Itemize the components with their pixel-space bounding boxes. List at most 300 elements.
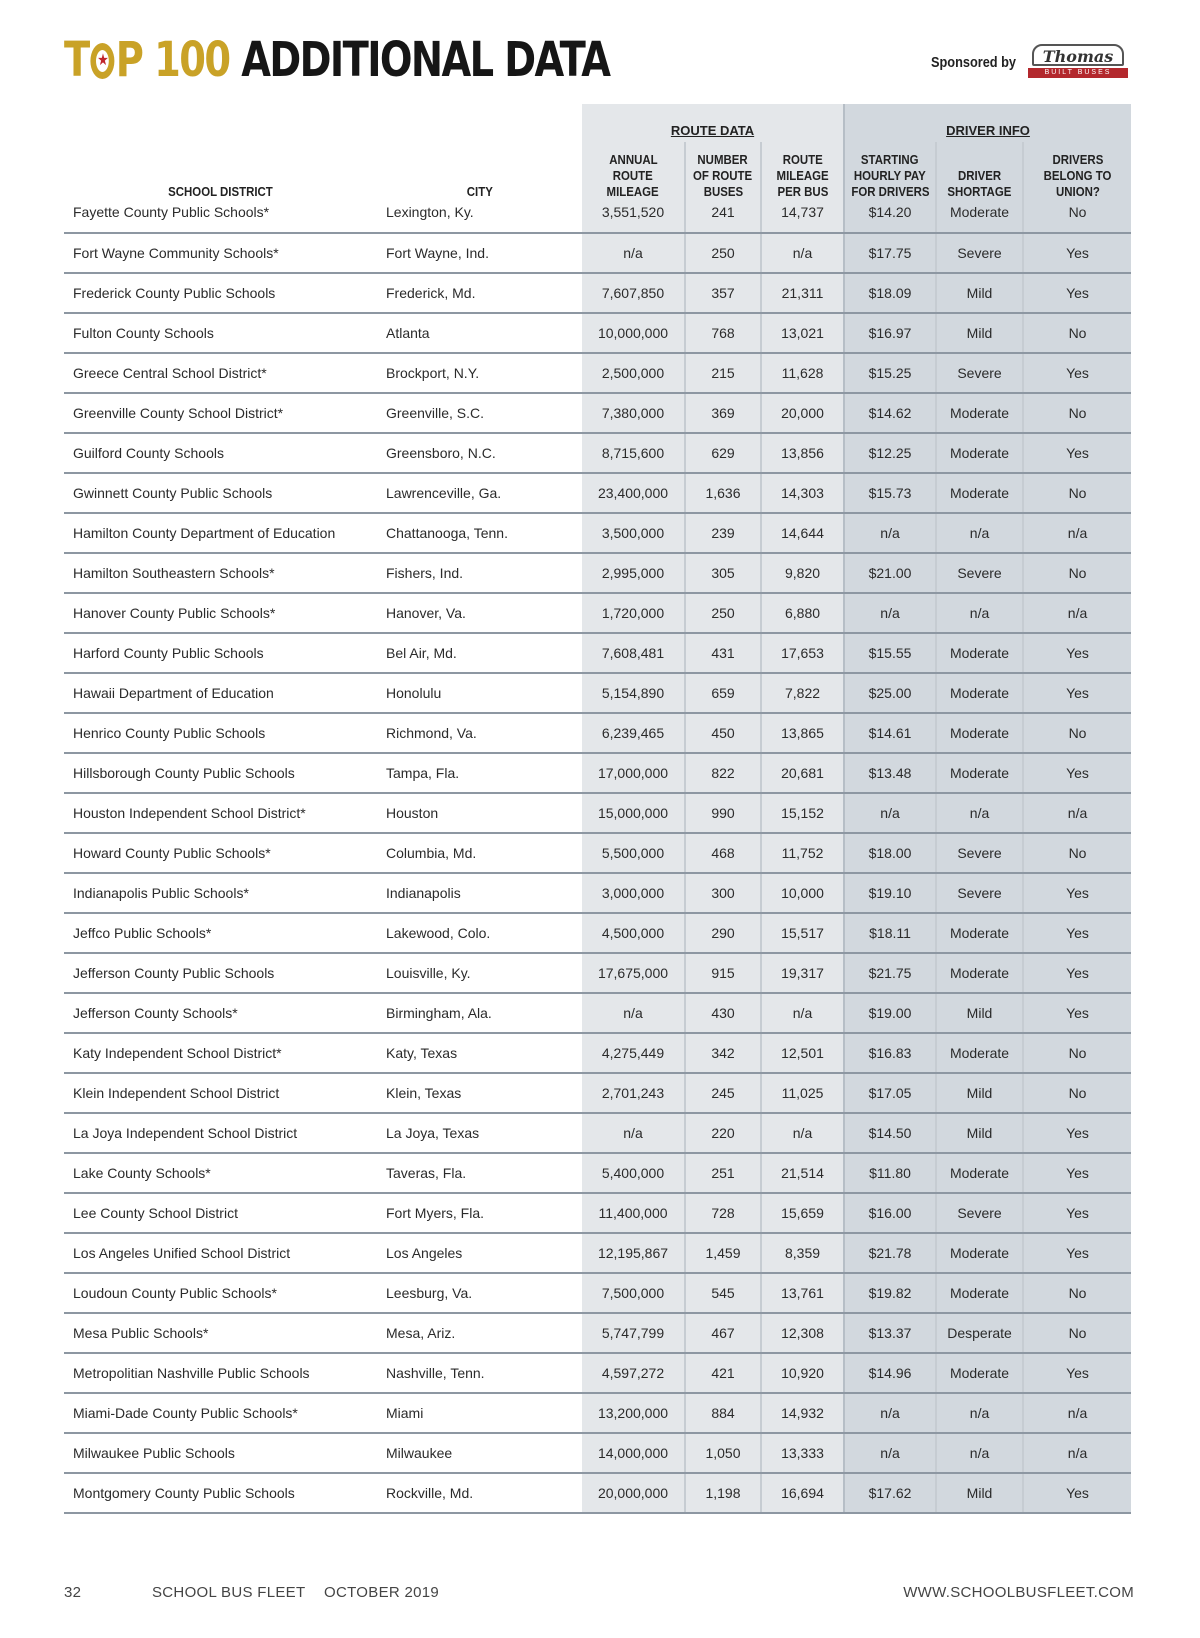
- cell-city: Lawrenceville, Ga.: [377, 473, 582, 513]
- cell-union: Yes: [1023, 1113, 1131, 1153]
- cell-union: Yes: [1023, 753, 1131, 793]
- logo-tagline: BUILT BUSES: [1028, 68, 1128, 78]
- cell-route-buses: 468: [685, 833, 761, 873]
- cell-city: Los Angeles: [377, 1233, 582, 1273]
- cell-annual-mileage: 5,500,000: [582, 833, 685, 873]
- table-row: [64, 1473, 1131, 1513]
- cell-hourly-pay: $16.00: [844, 1193, 936, 1233]
- page-header: [64, 32, 1134, 92]
- issue-date: OCTOBER 2019: [324, 1584, 440, 1601]
- cell-route-buses: 990: [685, 793, 761, 833]
- cell-hourly-pay: $15.73: [844, 473, 936, 513]
- table-row: [64, 913, 1131, 953]
- cell-union: No: [1023, 1273, 1131, 1313]
- page-number: 32: [64, 1584, 82, 1601]
- cell-hourly-pay: $19.00: [844, 993, 936, 1033]
- table-row: [64, 1153, 1131, 1193]
- group-driver-info: DRIVER INFO: [844, 104, 1131, 142]
- cell-school-district: Greenville County School District*: [64, 393, 377, 433]
- cell-union: No: [1023, 1313, 1131, 1353]
- table-row: [64, 753, 1131, 793]
- table-row: [64, 593, 1131, 633]
- website-url: WWW.SCHOOLBUSFLEET.COM: [903, 1584, 1134, 1601]
- cell-school-district: Mesa Public Schools*: [64, 1313, 377, 1353]
- cell-union: Yes: [1023, 873, 1131, 913]
- table-row: [64, 513, 1131, 553]
- table-row: [64, 833, 1131, 873]
- table-row: [64, 313, 1131, 353]
- cell-city: Taveras, Fla.: [377, 1153, 582, 1193]
- cell-annual-mileage: 7,607,850: [582, 273, 685, 313]
- cell-city: Fort Myers, Fla.: [377, 1193, 582, 1233]
- cell-city: Leesburg, Va.: [377, 1273, 582, 1313]
- cell-annual-mileage: 1,720,000: [582, 593, 685, 633]
- cell-mileage-per-bus: 21,311: [761, 273, 844, 313]
- cell-route-buses: 215: [685, 353, 761, 393]
- cell-union: Yes: [1023, 1193, 1131, 1233]
- cell-union: Yes: [1023, 1153, 1131, 1193]
- cell-school-district: Los Angeles Unified School District: [64, 1233, 377, 1273]
- cell-school-district: Frederick County Public Schools: [64, 273, 377, 313]
- table-row: [64, 633, 1131, 673]
- star-o-icon: ★: [90, 43, 114, 79]
- cell-annual-mileage: n/a: [582, 1113, 685, 1153]
- cell-route-buses: 545: [685, 1273, 761, 1313]
- cell-city: Honolulu: [377, 673, 582, 713]
- page-title: [64, 32, 609, 88]
- cell-union: Yes: [1023, 1233, 1131, 1273]
- cell-city: Bel Air, Md.: [377, 633, 582, 673]
- table-row: [64, 202, 1131, 233]
- cell-union: Yes: [1023, 913, 1131, 953]
- cell-route-buses: 369: [685, 393, 761, 433]
- table-row: [64, 1233, 1131, 1273]
- thomas-logo-icon: [1024, 44, 1134, 80]
- cell-annual-mileage: 10,000,000: [582, 313, 685, 353]
- cell-route-buses: 239: [685, 513, 761, 553]
- cell-driver-shortage: Mild: [936, 313, 1023, 353]
- cell-annual-mileage: 7,608,481: [582, 633, 685, 673]
- cell-hourly-pay: $13.37: [844, 1313, 936, 1353]
- cell-hourly-pay: n/a: [844, 513, 936, 553]
- cell-union: n/a: [1023, 1393, 1131, 1433]
- table-row: [64, 1433, 1131, 1473]
- cell-annual-mileage: 5,747,799: [582, 1313, 685, 1353]
- cell-union: Yes: [1023, 1353, 1131, 1393]
- cell-route-buses: 1,198: [685, 1473, 761, 1513]
- cell-annual-mileage: 3,500,000: [582, 513, 685, 553]
- cell-route-buses: 1,636: [685, 473, 761, 513]
- cell-union: No: [1023, 393, 1131, 433]
- cell-city: Milwaukee: [377, 1433, 582, 1473]
- cell-hourly-pay: $15.25: [844, 353, 936, 393]
- cell-annual-mileage: 6,239,465: [582, 713, 685, 753]
- cell-route-buses: 768: [685, 313, 761, 353]
- cell-annual-mileage: 2,500,000: [582, 353, 685, 393]
- cell-union: No: [1023, 473, 1131, 513]
- cell-mileage-per-bus: 8,359: [761, 1233, 844, 1273]
- cell-route-buses: 300: [685, 873, 761, 913]
- cell-union: No: [1023, 313, 1131, 353]
- cell-driver-shortage: Mild: [936, 1073, 1023, 1113]
- col-drivers-union: DRIVERS BELONG TO UNION?: [1023, 142, 1131, 202]
- cell-route-buses: 241: [685, 202, 761, 233]
- cell-route-buses: 629: [685, 433, 761, 473]
- cell-hourly-pay: $16.97: [844, 313, 936, 353]
- cell-school-district: Klein Independent School District: [64, 1073, 377, 1113]
- cell-annual-mileage: 12,195,867: [582, 1233, 685, 1273]
- col-city: CITY: [466, 184, 493, 199]
- cell-school-district: Gwinnett County Public Schools: [64, 473, 377, 513]
- sponsor-text: Sponsored by: [930, 53, 1016, 71]
- cell-mileage-per-bus: 14,303: [761, 473, 844, 513]
- cell-school-district: Fulton County Schools: [64, 313, 377, 353]
- cell-driver-shortage: Moderate: [936, 1273, 1023, 1313]
- cell-school-district: Greece Central School District*: [64, 353, 377, 393]
- cell-mileage-per-bus: 11,628: [761, 353, 844, 393]
- cell-hourly-pay: $12.25: [844, 433, 936, 473]
- table-row: [64, 873, 1131, 913]
- publication-name: SCHOOL BUS FLEET: [152, 1584, 306, 1601]
- cell-city: Greensboro, N.C.: [377, 433, 582, 473]
- cell-hourly-pay: $19.10: [844, 873, 936, 913]
- cell-annual-mileage: 23,400,000: [582, 473, 685, 513]
- cell-hourly-pay: $21.78: [844, 1233, 936, 1273]
- cell-annual-mileage: n/a: [582, 993, 685, 1033]
- cell-city: Frederick, Md.: [377, 273, 582, 313]
- cell-driver-shortage: Mild: [936, 1113, 1023, 1153]
- cell-driver-shortage: Desperate: [936, 1313, 1023, 1353]
- cell-hourly-pay: $11.80: [844, 1153, 936, 1193]
- cell-hourly-pay: $14.50: [844, 1113, 936, 1153]
- cell-union: Yes: [1023, 353, 1131, 393]
- cell-union: No: [1023, 833, 1131, 873]
- cell-driver-shortage: Mild: [936, 1473, 1023, 1513]
- cell-school-district: Jefferson County Public Schools: [64, 953, 377, 993]
- cell-city: La Joya, Texas: [377, 1113, 582, 1153]
- cell-driver-shortage: Moderate: [936, 633, 1023, 673]
- col-starting-hourly-pay: STARTING HOURLY PAY FOR DRIVERS: [844, 142, 936, 202]
- cell-annual-mileage: 13,200,000: [582, 1393, 685, 1433]
- cell-annual-mileage: 3,551,520: [582, 202, 685, 233]
- cell-hourly-pay: $21.75: [844, 953, 936, 993]
- cell-driver-shortage: Moderate: [936, 753, 1023, 793]
- cell-hourly-pay: $17.62: [844, 1473, 936, 1513]
- cell-school-district: Jeffco Public Schools*: [64, 913, 377, 953]
- cell-driver-shortage: n/a: [936, 513, 1023, 553]
- table-row: [64, 1273, 1131, 1313]
- cell-annual-mileage: 7,380,000: [582, 393, 685, 433]
- cell-school-district: Hamilton Southeastern Schools*: [64, 553, 377, 593]
- table-row: [64, 553, 1131, 593]
- cell-driver-shortage: Moderate: [936, 673, 1023, 713]
- cell-route-buses: 1,050: [685, 1433, 761, 1473]
- cell-hourly-pay: $18.00: [844, 833, 936, 873]
- cell-annual-mileage: 11,400,000: [582, 1193, 685, 1233]
- table-row: [64, 273, 1131, 313]
- col-number-of-route-buses: NUMBER OF ROUTE BUSES: [685, 142, 761, 202]
- table-row: [64, 1193, 1131, 1233]
- cell-mileage-per-bus: 14,932: [761, 1393, 844, 1433]
- cell-mileage-per-bus: 21,514: [761, 1153, 844, 1193]
- cell-city: Fishers, Ind.: [377, 553, 582, 593]
- cell-school-district: Houston Independent School District*: [64, 793, 377, 833]
- cell-school-district: Metropolitian Nashville Public Schools: [64, 1353, 377, 1393]
- cell-city: Louisville, Ky.: [377, 953, 582, 993]
- cell-annual-mileage: 4,500,000: [582, 913, 685, 953]
- cell-city: Indianapolis: [377, 873, 582, 913]
- cell-hourly-pay: $14.20: [844, 202, 936, 233]
- cell-school-district: Miami-Dade County Public Schools*: [64, 1393, 377, 1433]
- cell-route-buses: 1,459: [685, 1233, 761, 1273]
- cell-hourly-pay: $18.11: [844, 913, 936, 953]
- cell-union: n/a: [1023, 1433, 1131, 1473]
- title-letter-t: T: [64, 32, 89, 88]
- cell-driver-shortage: Severe: [936, 233, 1023, 273]
- cell-school-district: Indianapolis Public Schools*: [64, 873, 377, 913]
- cell-school-district: Harford County Public Schools: [64, 633, 377, 673]
- table-row: [64, 1313, 1131, 1353]
- cell-city: Tampa, Fla.: [377, 753, 582, 793]
- cell-city: Brockport, N.Y.: [377, 353, 582, 393]
- cell-hourly-pay: $17.75: [844, 233, 936, 273]
- cell-mileage-per-bus: 16,694: [761, 1473, 844, 1513]
- cell-driver-shortage: Moderate: [936, 1033, 1023, 1073]
- cell-mileage-per-bus: 13,021: [761, 313, 844, 353]
- col-school-district: SCHOOL DISTRICT: [168, 184, 273, 199]
- cell-mileage-per-bus: 15,152: [761, 793, 844, 833]
- cell-driver-shortage: Moderate: [936, 1353, 1023, 1393]
- cell-mileage-per-bus: 14,737: [761, 202, 844, 233]
- cell-city: Miami: [377, 1393, 582, 1433]
- table-row: [64, 1393, 1131, 1433]
- cell-school-district: Loudoun County Public Schools*: [64, 1273, 377, 1313]
- cell-driver-shortage: Severe: [936, 873, 1023, 913]
- cell-driver-shortage: Moderate: [936, 1233, 1023, 1273]
- cell-route-buses: 659: [685, 673, 761, 713]
- cell-school-district: La Joya Independent School District: [64, 1113, 377, 1153]
- table-row: [64, 1073, 1131, 1113]
- cell-hourly-pay: $21.00: [844, 553, 936, 593]
- cell-driver-shortage: Severe: [936, 1193, 1023, 1233]
- cell-driver-shortage: Mild: [936, 273, 1023, 313]
- cell-route-buses: 467: [685, 1313, 761, 1353]
- cell-union: No: [1023, 202, 1131, 233]
- cell-driver-shortage: Severe: [936, 553, 1023, 593]
- cell-school-district: Jefferson County Schools*: [64, 993, 377, 1033]
- cell-annual-mileage: 5,154,890: [582, 673, 685, 713]
- table-row: [64, 353, 1131, 393]
- cell-city: Rockville, Md.: [377, 1473, 582, 1513]
- cell-hourly-pay: $18.09: [844, 273, 936, 313]
- cell-driver-shortage: n/a: [936, 593, 1023, 633]
- cell-annual-mileage: 7,500,000: [582, 1273, 685, 1313]
- cell-route-buses: 250: [685, 593, 761, 633]
- cell-driver-shortage: n/a: [936, 1393, 1023, 1433]
- cell-city: Atlanta: [377, 313, 582, 353]
- cell-annual-mileage: n/a: [582, 233, 685, 273]
- cell-hourly-pay: $25.00: [844, 673, 936, 713]
- table-row: [64, 433, 1131, 473]
- cell-hourly-pay: $14.62: [844, 393, 936, 433]
- cell-annual-mileage: 2,995,000: [582, 553, 685, 593]
- cell-mileage-per-bus: 13,333: [761, 1433, 844, 1473]
- cell-route-buses: 421: [685, 1353, 761, 1393]
- cell-annual-mileage: 5,400,000: [582, 1153, 685, 1193]
- cell-union: No: [1023, 1033, 1131, 1073]
- cell-union: No: [1023, 553, 1131, 593]
- cell-hourly-pay: $15.55: [844, 633, 936, 673]
- cell-route-buses: 430: [685, 993, 761, 1033]
- cell-hourly-pay: $13.48: [844, 753, 936, 793]
- cell-mileage-per-bus: 13,856: [761, 433, 844, 473]
- cell-driver-shortage: n/a: [936, 1433, 1023, 1473]
- cell-mileage-per-bus: 14,644: [761, 513, 844, 553]
- sponsor-block: [916, 44, 1134, 80]
- table-row: [64, 993, 1131, 1033]
- cell-mileage-per-bus: 11,752: [761, 833, 844, 873]
- cell-route-buses: 305: [685, 553, 761, 593]
- cell-school-district: Milwaukee Public Schools: [64, 1433, 377, 1473]
- cell-city: Birmingham, Ala.: [377, 993, 582, 1033]
- cell-city: Hanover, Va.: [377, 593, 582, 633]
- cell-mileage-per-bus: 9,820: [761, 553, 844, 593]
- cell-school-district: Fort Wayne Community Schools*: [64, 233, 377, 273]
- cell-driver-shortage: Moderate: [936, 433, 1023, 473]
- cell-city: Nashville, Tenn.: [377, 1353, 582, 1393]
- cell-city: Lexington, Ky.: [377, 202, 582, 233]
- cell-hourly-pay: $14.61: [844, 713, 936, 753]
- title-additional-data: ADDITIONAL DATA: [241, 32, 610, 88]
- cell-hourly-pay: n/a: [844, 593, 936, 633]
- cell-annual-mileage: 2,701,243: [582, 1073, 685, 1113]
- cell-route-buses: 251: [685, 1153, 761, 1193]
- cell-mileage-per-bus: n/a: [761, 1113, 844, 1153]
- cell-route-buses: 915: [685, 953, 761, 993]
- cell-hourly-pay: n/a: [844, 1393, 936, 1433]
- table-row: [64, 1113, 1131, 1153]
- cell-union: Yes: [1023, 433, 1131, 473]
- cell-union: n/a: [1023, 593, 1131, 633]
- cell-mileage-per-bus: 7,822: [761, 673, 844, 713]
- table-row: [64, 393, 1131, 433]
- cell-union: Yes: [1023, 633, 1131, 673]
- cell-union: n/a: [1023, 793, 1131, 833]
- cell-mileage-per-bus: 20,000: [761, 393, 844, 433]
- table-row: [64, 713, 1131, 753]
- cell-route-buses: 357: [685, 273, 761, 313]
- logo-word: Thomas: [1032, 44, 1124, 66]
- cell-mileage-per-bus: 19,317: [761, 953, 844, 993]
- cell-annual-mileage: 15,000,000: [582, 793, 685, 833]
- cell-mileage-per-bus: 15,517: [761, 913, 844, 953]
- cell-route-buses: 220: [685, 1113, 761, 1153]
- cell-union: Yes: [1023, 673, 1131, 713]
- cell-driver-shortage: Moderate: [936, 913, 1023, 953]
- cell-city: Greenville, S.C.: [377, 393, 582, 433]
- cell-mileage-per-bus: 10,920: [761, 1353, 844, 1393]
- cell-mileage-per-bus: 12,308: [761, 1313, 844, 1353]
- cell-annual-mileage: 17,000,000: [582, 753, 685, 793]
- cell-mileage-per-bus: 13,865: [761, 713, 844, 753]
- col-route-mileage-per-bus: ROUTE MILEAGE PER BUS: [761, 142, 844, 202]
- group-route-data: ROUTE DATA: [582, 104, 844, 142]
- cell-city: Houston: [377, 793, 582, 833]
- cell-city: Chattanooga, Tenn.: [377, 513, 582, 553]
- table-row: [64, 473, 1131, 513]
- cell-driver-shortage: Mild: [936, 993, 1023, 1033]
- cell-route-buses: 450: [685, 713, 761, 753]
- cell-union: Yes: [1023, 1473, 1131, 1513]
- data-table: [64, 104, 1131, 1514]
- table-row: [64, 953, 1131, 993]
- cell-annual-mileage: 3,000,000: [582, 873, 685, 913]
- cell-driver-shortage: Severe: [936, 353, 1023, 393]
- cell-union: Yes: [1023, 273, 1131, 313]
- cell-mileage-per-bus: 6,880: [761, 593, 844, 633]
- cell-driver-shortage: Severe: [936, 833, 1023, 873]
- cell-union: Yes: [1023, 953, 1131, 993]
- cell-route-buses: 250: [685, 233, 761, 273]
- cell-union: Yes: [1023, 993, 1131, 1033]
- cell-annual-mileage: 20,000,000: [582, 1473, 685, 1513]
- cell-school-district: Fayette County Public Schools*: [64, 202, 377, 233]
- cell-city: Mesa, Ariz.: [377, 1313, 582, 1353]
- cell-school-district: Guilford County Schools: [64, 433, 377, 473]
- cell-driver-shortage: Moderate: [936, 713, 1023, 753]
- cell-city: Katy, Texas: [377, 1033, 582, 1073]
- table-row: [64, 1033, 1131, 1073]
- cell-route-buses: 884: [685, 1393, 761, 1433]
- cell-driver-shortage: Moderate: [936, 393, 1023, 433]
- cell-hourly-pay: $16.83: [844, 1033, 936, 1073]
- col-annual-route-mileage: ANNUAL ROUTE MILEAGE: [582, 142, 685, 202]
- cell-school-district: Henrico County Public Schools: [64, 713, 377, 753]
- cell-annual-mileage: 4,597,272: [582, 1353, 685, 1393]
- cell-school-district: Hamilton County Department of Education: [64, 513, 377, 553]
- cell-city: Klein, Texas: [377, 1073, 582, 1113]
- cell-annual-mileage: 14,000,000: [582, 1433, 685, 1473]
- cell-hourly-pay: $14.96: [844, 1353, 936, 1393]
- cell-route-buses: 728: [685, 1193, 761, 1233]
- cell-hourly-pay: $19.82: [844, 1273, 936, 1313]
- cell-city: Richmond, Va.: [377, 713, 582, 753]
- cell-city: Fort Wayne, Ind.: [377, 233, 582, 273]
- table-row: [64, 233, 1131, 273]
- cell-annual-mileage: 4,275,449: [582, 1033, 685, 1073]
- cell-mileage-per-bus: 15,659: [761, 1193, 844, 1233]
- cell-union: n/a: [1023, 513, 1131, 553]
- cell-driver-shortage: n/a: [936, 793, 1023, 833]
- cell-route-buses: 342: [685, 1033, 761, 1073]
- table-row: [64, 1353, 1131, 1393]
- cell-school-district: Montgomery County Public Schools: [64, 1473, 377, 1513]
- cell-mileage-per-bus: 20,681: [761, 753, 844, 793]
- cell-route-buses: 431: [685, 633, 761, 673]
- cell-school-district: Hanover County Public Schools*: [64, 593, 377, 633]
- cell-mileage-per-bus: 11,025: [761, 1073, 844, 1113]
- cell-school-district: Howard County Public Schools*: [64, 833, 377, 873]
- cell-driver-shortage: Moderate: [936, 1153, 1023, 1193]
- cell-hourly-pay: $17.05: [844, 1073, 936, 1113]
- cell-union: No: [1023, 1073, 1131, 1113]
- cell-route-buses: 245: [685, 1073, 761, 1113]
- cell-route-buses: 290: [685, 913, 761, 953]
- cell-driver-shortage: Moderate: [936, 953, 1023, 993]
- cell-city: Columbia, Md.: [377, 833, 582, 873]
- table-row: [64, 673, 1131, 713]
- cell-union: Yes: [1023, 233, 1131, 273]
